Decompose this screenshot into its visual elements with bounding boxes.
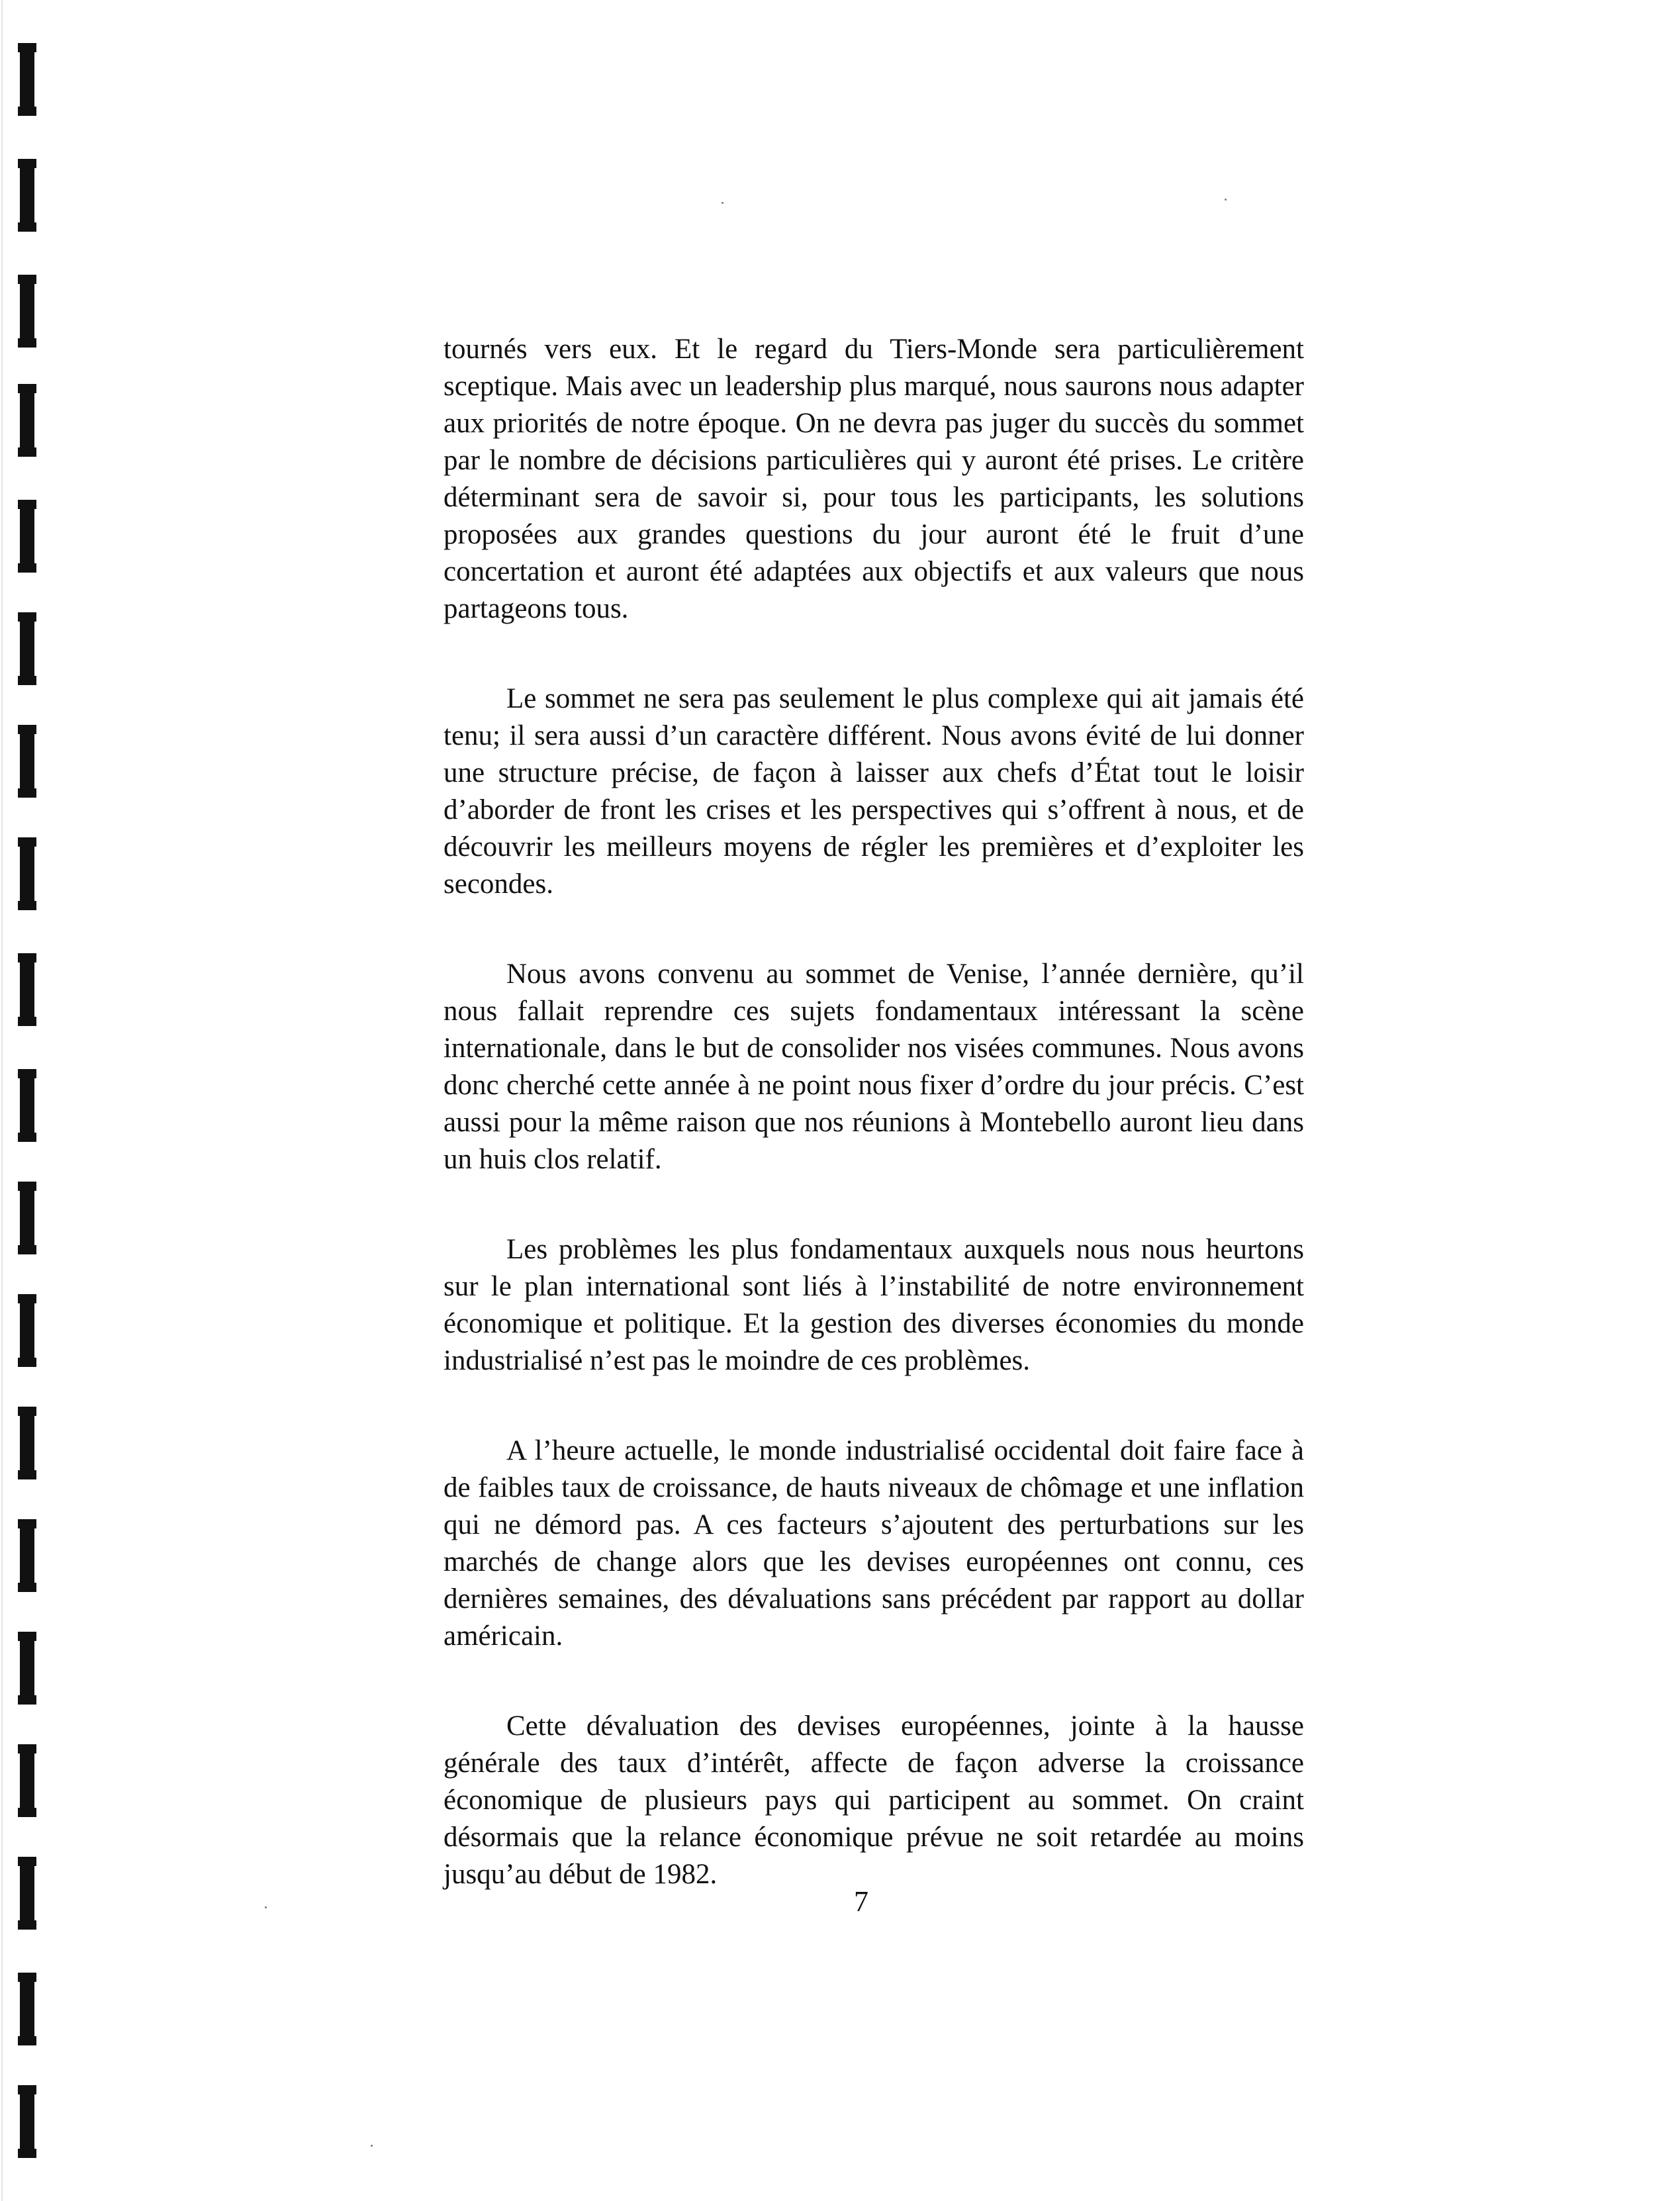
binding-hole (20, 953, 34, 1026)
scan-speck (1225, 199, 1227, 201)
scan-speck (265, 1906, 267, 1908)
paragraph: Nous avons convenu au sommet de Venise, l’année dernière, qu’il nous fallait reprendre ces sujets fondamentaux intéressant la scène internationale, dans le but de consolider nos visées communes. Nous avons donc cherché cette année à ne point nous fixer d’ordre du jour précis. C’est aussi pour la même raison que nos réunions à Montebello auront lieu dans un huis clos relatif. (443, 959, 1304, 1175)
binding-hole (20, 275, 34, 348)
binding-holes (20, 0, 40, 2201)
scan-speck (722, 202, 723, 204)
binding-hole (20, 725, 34, 798)
binding-hole (20, 837, 34, 910)
binding-hole (20, 612, 34, 685)
binding-hole (20, 1857, 34, 1930)
binding-hole (20, 43, 34, 116)
paragraph: tournés vers eux. Et le regard du Tiers-Monde sera particulièrement sceptique. Mais avec un leadership plus marqué, nous saurons nous adapter aux priorités de notre époque. On ne devra pas juger du succès du sommet par le nombre de décisions particulières qui y auront été prises. Le critère déterminant sera de savoir si, pour tous les participants, les solutions proposées aux grandes questions du jour auront été le fruit d’une concertation et auront été adaptées aux objectifs et aux valeurs que nous partageons tous. (443, 334, 1304, 624)
binding-hole (20, 1294, 34, 1367)
binding-hole (20, 1973, 34, 2045)
page-number: 7 (854, 1885, 868, 1918)
page-edge-line (1, 0, 3, 2201)
binding-hole (20, 1519, 34, 1592)
binding-hole (20, 1069, 34, 1142)
binding-hole (20, 500, 34, 573)
paragraph: Les problèmes les plus fondamentaux auxquels nous nous heurtons sur le plan international sont liés à l’instabilité de notre environnement économique et politique. Et la gestion des diverses économies du monde industrialisé n’est pas le moindre de ces problèmes. (443, 1234, 1304, 1376)
paragraph: A l’heure actuelle, le monde industrialisé occidental doit faire face à de faibles taux de croissance, de hauts niveaux de chômage et une inflation qui ne démord pas. A ces facteurs s’ajoutent des perturbations sur les marchés de change alors que les devises européennes ont connu, ces dernières semaines, des dévaluations sans précédent par rapport au dollar américain. (443, 1435, 1304, 1652)
binding-hole (20, 384, 34, 457)
binding-hole (20, 159, 34, 232)
body-text (443, 331, 1304, 1893)
paragraph: Le sommet ne sera pas seulement le plus complexe qui ait jamais été tenu; il sera aussi d’un caractère différent. Nous avons évité de lui donner une structure précise, de façon à laisser aux chefs d’État tout le loisir d’aborder de front les crises et les perspectives qui s’offrent à nous, et de découvrir les meilleurs moyens de régler les premières et d’exploiter les secondes. (443, 683, 1304, 900)
binding-hole (20, 2085, 34, 2158)
binding-hole (20, 1744, 34, 1817)
binding-hole (20, 1632, 34, 1705)
binding-hole (20, 1407, 34, 1479)
binding-hole (20, 1182, 34, 1254)
paragraph: Cette dévaluation des devises européennes, jointe à la hausse générale des taux d’intérêt, affecte de façon adverse la croissance économique de plusieurs pays qui participent au sommet. On craint désormais que la relance économique prévue ne soit retardée au moins jusqu’au début de 1982. (443, 1710, 1304, 1890)
scan-speck (371, 2145, 373, 2147)
